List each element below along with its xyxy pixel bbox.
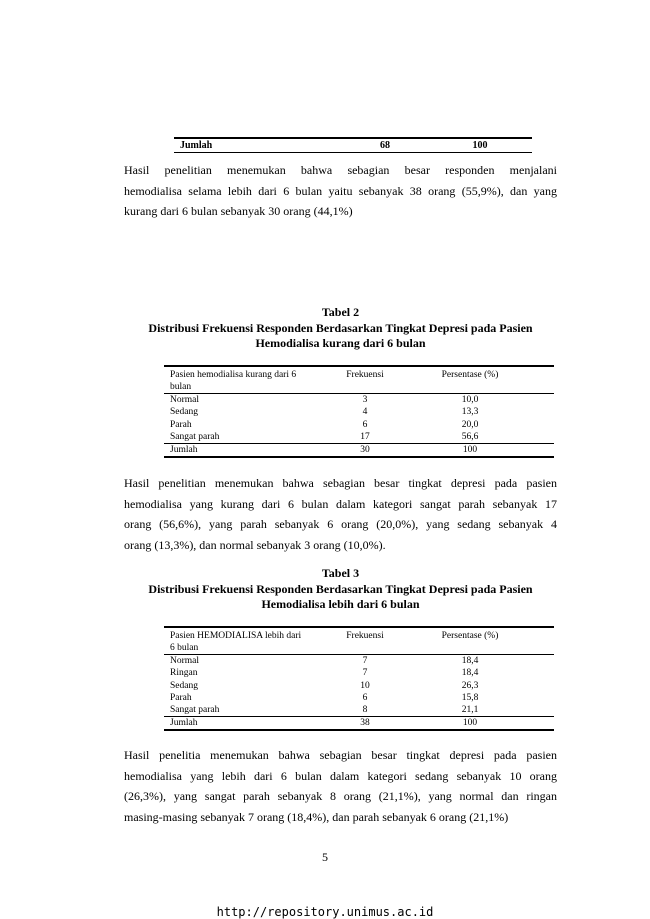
cell-category: Sangat parah	[170, 431, 220, 442]
table2-header-frequency: Frekuensi	[346, 370, 384, 380]
table-row	[164, 431, 554, 443]
paragraph-line: hemodialisa yang lebih dari 6 bulan dalam kategori sedang sebanyak 10 orang	[124, 768, 557, 783]
cell-percentage: 56,6	[461, 431, 479, 442]
header-text: Pasien hemodialisa kurang dari 6	[170, 370, 297, 380]
cell-category: Sangat parah	[170, 705, 220, 716]
table2-header	[164, 365, 554, 394]
cell-category: Ringan	[170, 668, 198, 679]
cell-frequency: 17	[360, 431, 370, 442]
total-frequency: 38	[360, 718, 370, 729]
table2-title-line2: Hemodialisa kurang dari 6 bulan	[255, 336, 426, 350]
cell-category: Normal	[170, 395, 200, 405]
page-number: 5	[322, 850, 328, 864]
top-table-fragment	[174, 137, 532, 153]
cell-percentage: 26,3	[461, 680, 479, 691]
total-percentage: 100	[462, 445, 478, 456]
cell-frequency: 6	[362, 419, 368, 430]
total-label: Jumlah	[170, 445, 198, 456]
paragraph-line: Hasil penelitian menemukan bahwa sebagian besar responden menjalani	[124, 163, 557, 177]
paragraph-line: kurang dari 6 bulan sebanyak 30 orang (44,1%)	[124, 204, 353, 218]
cell-category: Normal	[170, 656, 200, 666]
table-row	[164, 419, 554, 431]
table3-title-line1: Distribusi Frekuensi Responden Berdasarkan Tingkat Depresi pada Pasien	[148, 581, 533, 596]
table-row	[164, 655, 554, 667]
cell-percentage: 10,0	[461, 395, 479, 405]
total-frequency: 30	[360, 445, 370, 456]
paragraph-line: hemodialisa selama lebih dari 6 bulan yaitu sebanyak 38 orang (55,9%), dan yang	[124, 183, 557, 198]
cell-frequency: 4	[362, 407, 368, 418]
table3-total-row	[164, 716, 554, 731]
paragraph-line: masing-masing sebanyak 7 orang (18,4%), dan parah sebanyak 6 orang (21,1%)	[124, 809, 509, 824]
paragraph-line: orang (56,6%), yang parah sebanyak 6 orang (20,0%), yang sedang sebanyak 4	[124, 517, 557, 531]
paragraph-3	[124, 745, 557, 827]
cell-frequency: 10	[360, 680, 370, 691]
table2	[164, 365, 554, 458]
table3	[164, 626, 554, 731]
cell-frequency: 7	[362, 656, 368, 666]
paragraph-line: orang (13,3%), dan normal sebanyak 3 orang (10,0%).	[124, 537, 386, 552]
header-text: Pasien HEMODIALISA lebih dari	[170, 631, 302, 641]
paragraph-line: Hasil penelitia menemukan bahwa sebagian besar tingkat depresi pada pasien	[124, 748, 557, 762]
cell-frequency: 8	[362, 705, 368, 716]
cell-percentage: 21,1	[461, 705, 479, 716]
paragraph-line: Hasil penelitian menemukan bahwa sebagian besar tingkat depresi pada pasien	[124, 476, 557, 490]
total-percentage: 100	[462, 718, 478, 729]
total-label: Jumlah	[180, 140, 213, 151]
table2-header-category	[164, 369, 335, 393]
cell-category: Sedang	[170, 407, 198, 418]
table3-header-category	[164, 630, 335, 654]
table2-title-line1: Distribusi Frekuensi Responden Berdasarkan Tingkat Depresi pada Pasien	[148, 320, 533, 335]
paragraph-line: hemodialisa yang kurang dari 6 bulan dalam kategori sangat parah sebanyak 17	[124, 496, 557, 511]
table-row	[164, 692, 554, 704]
cell-category: Parah	[170, 419, 192, 430]
header-text: 6 bulan	[170, 643, 199, 653]
table-row-total	[174, 139, 532, 152]
cell-frequency: 6	[362, 692, 368, 703]
footer-url: http://repository.unimus.ac.id	[216, 905, 434, 919]
paragraph-2	[124, 473, 557, 555]
table-row	[164, 394, 554, 406]
cell-category: Parah	[170, 692, 192, 703]
table3-header-percentage: Persentase (%)	[441, 631, 499, 641]
header-text: bulan	[170, 382, 192, 392]
table3-header	[164, 626, 554, 655]
table-row	[164, 406, 554, 418]
cell-frequency: 7	[362, 668, 368, 679]
cell-percentage: 15,8	[461, 692, 479, 703]
table-row	[164, 667, 554, 679]
cell-category: Sedang	[170, 680, 198, 691]
table-row	[164, 704, 554, 716]
table3-label: Tabel 3	[321, 566, 360, 580]
table2-label: Tabel 2	[321, 305, 360, 319]
cell-percentage: 20,0	[461, 419, 479, 430]
paragraph-1	[124, 160, 557, 222]
table2-caption	[124, 305, 557, 352]
table-row	[164, 680, 554, 692]
total-label: Jumlah	[170, 718, 198, 729]
cell-percentage: 13,3	[461, 407, 479, 418]
table3-title-line2: Hemodialisa lebih dari 6 bulan	[261, 597, 420, 611]
cell-percentage: 18,4	[461, 656, 479, 666]
cell-percentage: 18,4	[461, 668, 479, 679]
table3-header-frequency: Frekuensi	[346, 631, 384, 641]
paragraph-line: (26,3%), yang sangat parah sebanyak 8 orang (21,1%), yang normal dan ringan	[124, 789, 557, 803]
total-frequency: 68	[380, 140, 390, 151]
table2-header-percentage: Persentase (%)	[441, 370, 499, 380]
total-percentage: 100	[472, 140, 488, 151]
cell-frequency: 3	[362, 395, 368, 405]
table3-caption	[124, 566, 557, 613]
table2-total-row	[164, 443, 554, 458]
